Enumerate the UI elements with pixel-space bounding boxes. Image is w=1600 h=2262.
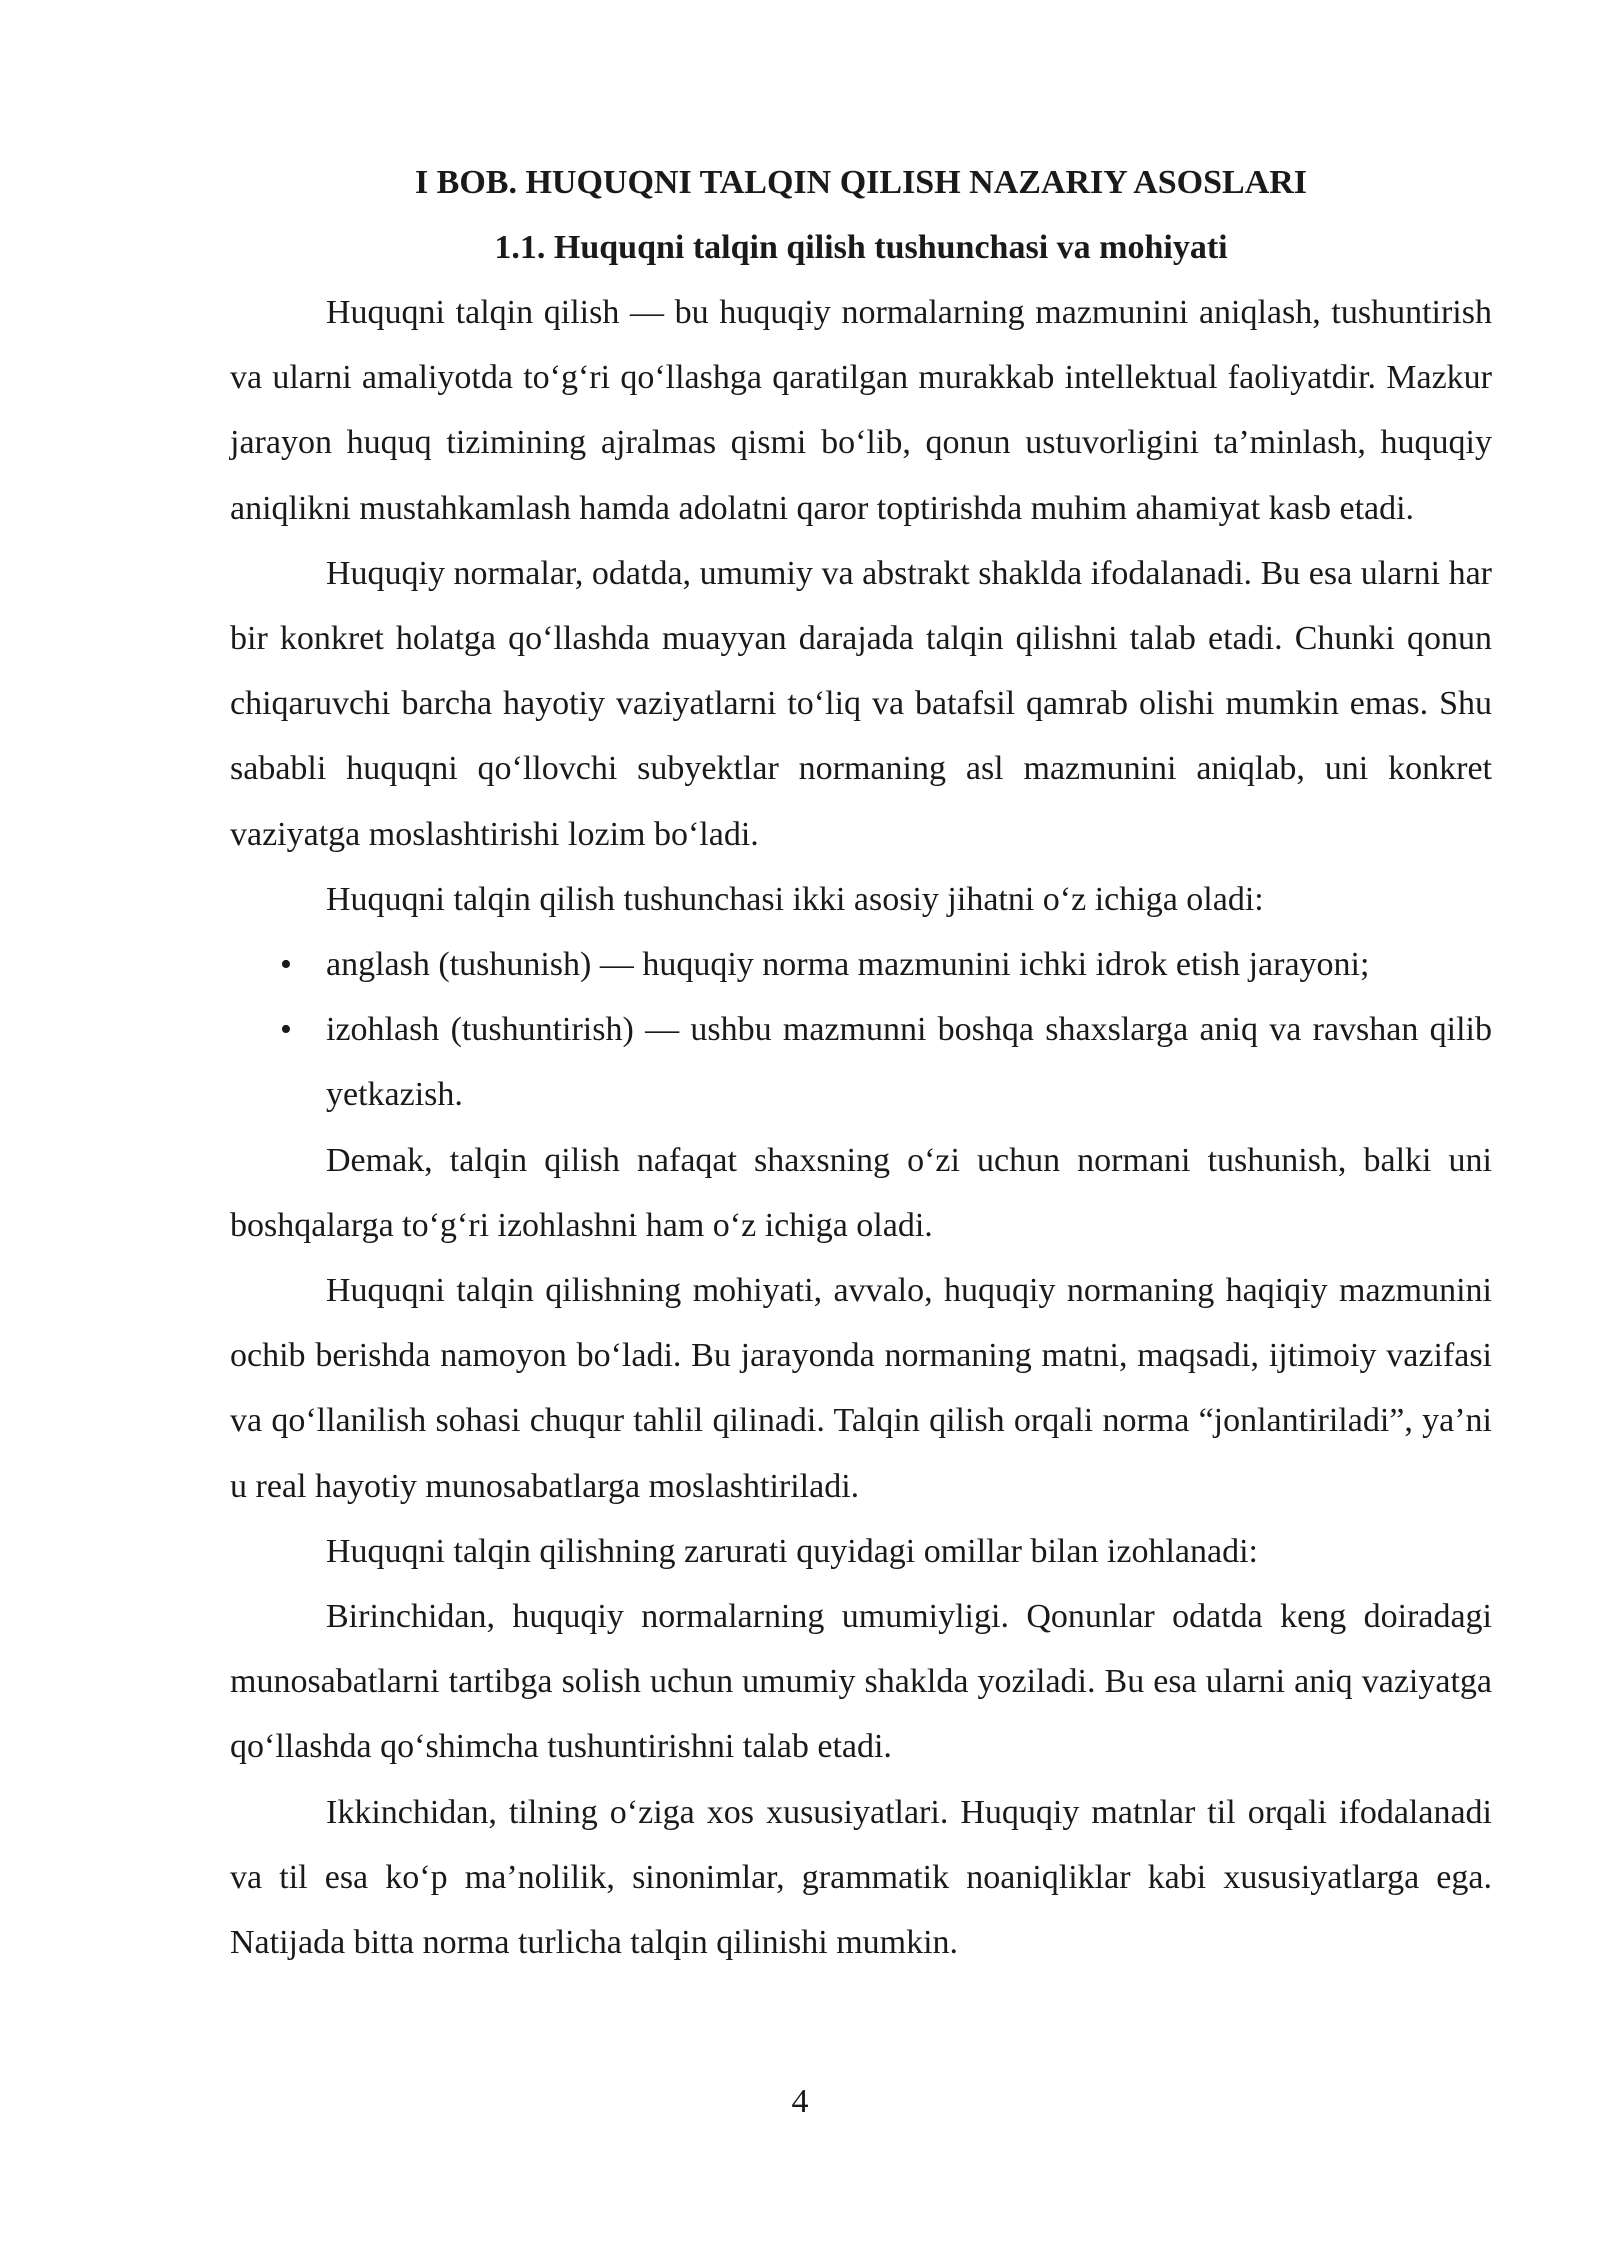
list-item <box>230 997 1492 1127</box>
bullet-icon: • <box>280 946 292 984</box>
aspects-list <box>230 932 1492 1128</box>
bullet-icon: • <box>280 1011 292 1049</box>
paragraph-necessity-intro: Huquqni talqin qilishning zarurati quyidagi omillar bilan izohlanadi: <box>326 1532 1258 1570</box>
chapter-title: I BOB. HUQUQNI TALQIN QILISH NAZARIY ASOSLARI <box>414 164 1308 201</box>
list-item-text: anglash (tushunish) — huquqiy norma mazmunini ichki idrok etish jarayoni; <box>326 946 1370 984</box>
paragraph-conclusion: Demak, talqin qilish nafaqat shaxsning o‘zi uchun normani tushunish, balki uni boshqalarga to‘g‘ri izohlashni ham o‘z ichiga oladi. <box>230 1141 1492 1244</box>
paragraph-essence: Huquqni talqin qilishning mohiyati, avvalo, huquqiy normaning haqiqiy mazmunini ochib berishda namoyon bo‘ladi. Bu jarayonda normaning matni, maqsadi, ijtimoiy vazifasi va qo‘llanilish sohasi chuqur tahlil qilinadi. Talqin qilish orqali norma “jonlantiriladi”, ya’ni u real hayotiy munosabatlarga moslashtiriladi. <box>230 1272 1492 1505</box>
paragraph-second-factor: Ikkinchidan, tilning o‘ziga xos xususiyatlari. Huquqiy matnlar til orqali ifodalanadi va til esa ko‘p ma’nolilik, sinonimlar, grammatik noaniqliklar kabi xususiyatlarga ega. Natijada bitta norma turlicha talqin qilinishi mumkin. <box>230 1793 1492 1962</box>
list-item <box>230 932 1492 997</box>
list-item-text: izohlash (tushuntirish) — ushbu mazmunni boshqa shaxslarga aniq va ravshan qilib yetkazish. <box>326 1011 1492 1114</box>
page-number: 4 <box>791 2083 809 2120</box>
section-title: 1.1. Huquqni talqin qilish tushunchasi va mohiyati <box>494 229 1228 266</box>
document-page <box>230 150 1492 1975</box>
paragraph-norms: Huquqiy normalar, odatda, umumiy va abstrakt shaklda ifodalanadi. Bu esa ularni har bir konkret holatga qo‘llashda muayyan darajada talqin qilishni talab etadi. Chunki qonun chiqaruvchi barcha hayotiy vaziyatlarni to‘liq va batafsil qamrab olishi mumkin emas. Shu sababli huquqni qo‘llovchi subyektlar normaning asl mazmunini aniqlab, uni konkret vaziyatga moslashtirishi lozim bo‘ladi. <box>230 554 1492 853</box>
paragraph-definition: Huquqni talqin qilish — bu huquqiy normalarning mazmunini aniqlash, tushuntirish va ularni amaliyotda to‘g‘ri qo‘llashga qaratilgan murakkab intellektual faoliyatdir. Mazkur jarayon huquq tizimining ajralmas qismi bo‘lib, qonun ustuvorligini ta’minlash, huquqiy aniqlikni mustahkamlash hamda adolatni qaror toptirishda muhim ahamiyat kasb etadi. <box>230 294 1492 527</box>
paragraph-first-factor: Birinchidan, huquqiy normalarning umumiyligi. Qonunlar odatda keng doiradagi munosabatlarni tartibga solish uchun umumiy shaklda yoziladi. Bu esa ularni aniq vaziyatga qo‘llashda qo‘shimcha tushuntirishni talab etadi. <box>230 1598 1492 1766</box>
paragraph-aspects-intro: Huquqni talqin qilish tushunchasi ikki asosiy jihatni o‘z ichiga oladi: <box>326 880 1264 918</box>
